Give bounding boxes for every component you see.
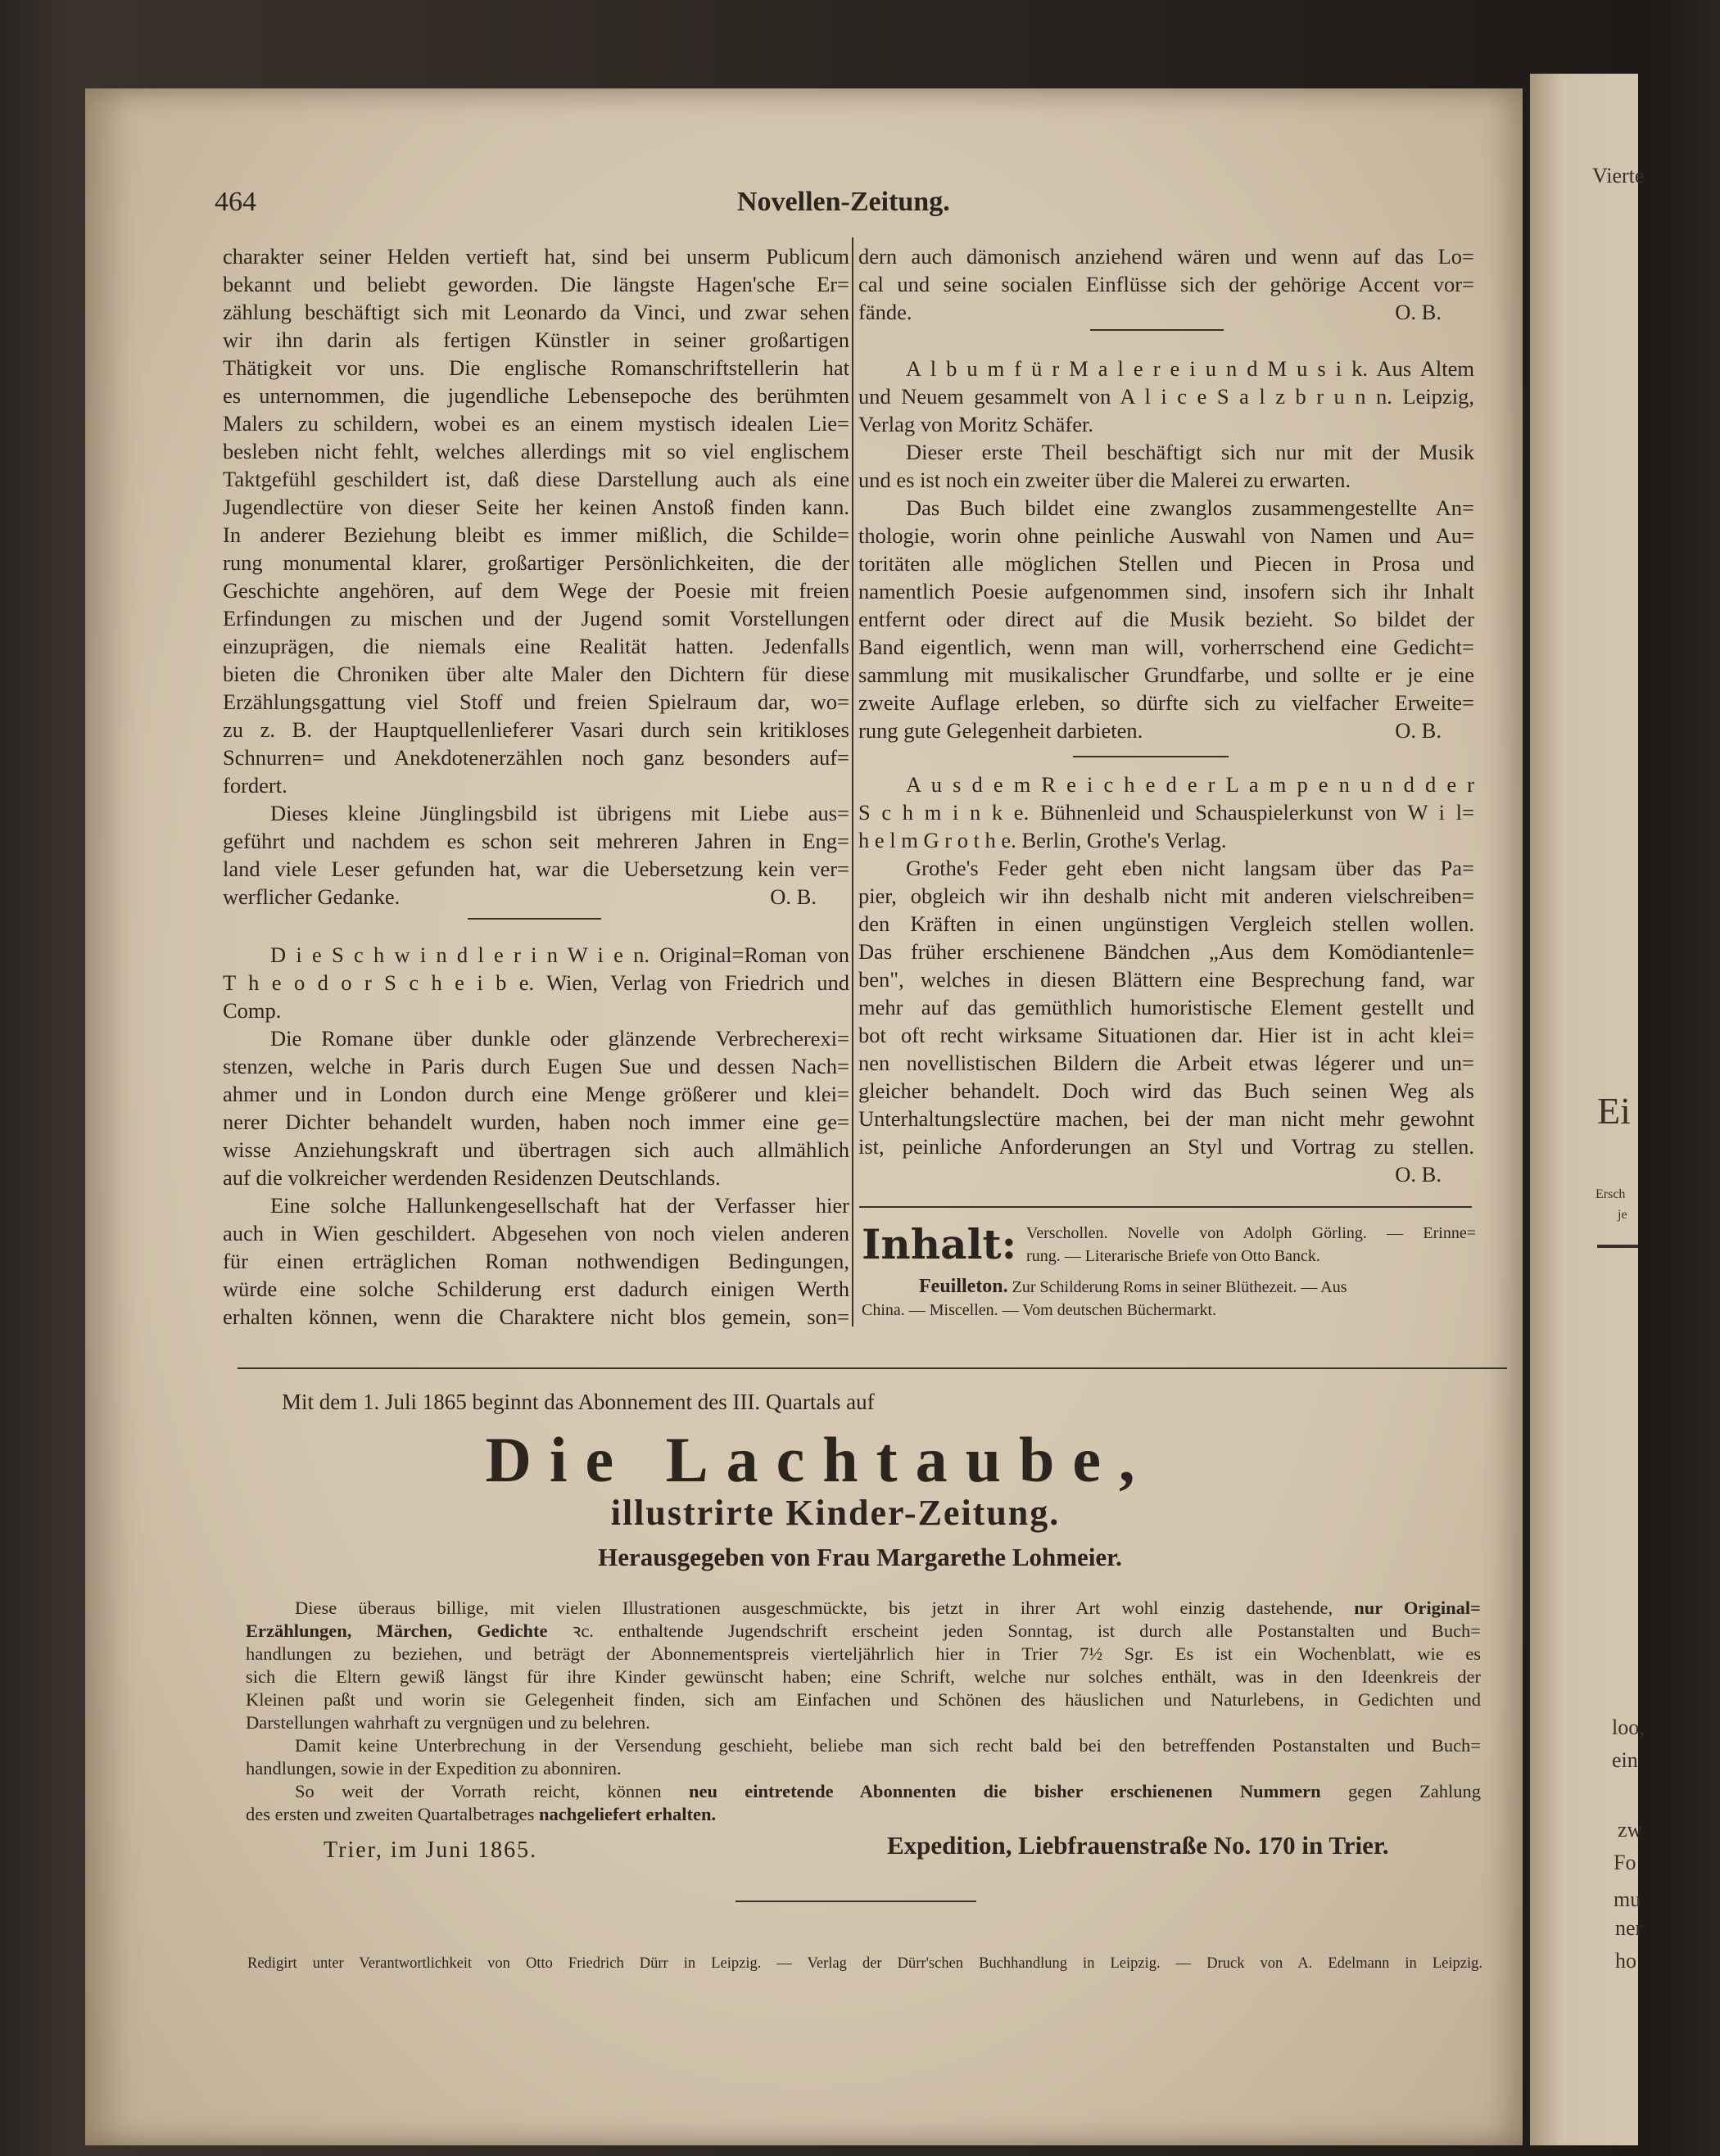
ad-expedition-address: Expedition, Liebfrauenstraße No. 170 in Trier. bbox=[887, 1831, 1389, 1860]
line-text: einzuprägen, die niemals eine Realität hatten. Jedenfalls bbox=[223, 634, 849, 658]
line-text: bot oft recht wirksame Situationen dar. Hier ist in acht klei= bbox=[858, 1023, 1474, 1047]
line-text: Die Romane über dunkle oder glänzende Verbrecherexi= bbox=[270, 1026, 849, 1051]
line-text: für einen erträglichen Roman nothwendigen Bedingungen, bbox=[223, 1249, 849, 1273]
contents-box bbox=[862, 1220, 1476, 1322]
right-column-block-3 bbox=[858, 771, 1474, 1189]
text-line bbox=[858, 1050, 1474, 1078]
text-line bbox=[223, 1304, 849, 1331]
ad-text-line bbox=[246, 1620, 1481, 1643]
ad-text: handlungen zu beziehen, und beträgt der Abonnementspreis vierteljährlich hier in Trier 7½ Sgr. Es ist ein Wochenblatt, wie es bbox=[246, 1643, 1481, 1664]
facing-page-text: Ei bbox=[1597, 1090, 1631, 1132]
line-text: entfernt oder direct auf die Musik bezieht. So bildet der bbox=[858, 607, 1474, 631]
line-text: mehr auf das gemüthlich humoristische Element gestellt und bbox=[858, 995, 1474, 1019]
line-text: nen novellistischen Bildern die Arbeit etwas légerer und un= bbox=[858, 1051, 1474, 1075]
text-line bbox=[858, 633, 1474, 661]
line-text: auf die volkreicher werdenden Residenzen Deutschlands. bbox=[223, 1165, 721, 1190]
ad-text: sich die Eltern gewiß längst für ihre Kinder gewünscht haben; eine Schrift, welche nur solches enthält, was in den Ideenkreis der bbox=[246, 1666, 1481, 1687]
text-line bbox=[223, 1220, 849, 1248]
text-line bbox=[858, 994, 1474, 1022]
text-line bbox=[223, 493, 849, 521]
line-text: D i e S c h w i n d l e r i n W i e n. Original=Roman von bbox=[270, 942, 849, 967]
line-text: ist, peinliche Anforderungen an Styl und Vortrag zu stellen. bbox=[858, 1134, 1474, 1159]
line-text: Das früher erschienene Bändchen „Aus dem Komödiantenle= bbox=[858, 939, 1474, 964]
text-line bbox=[858, 716, 1474, 744]
line-text: charakter seiner Helden vertieft hat, sind bei unserm Publicum bbox=[223, 244, 849, 269]
right-column-block-1 bbox=[858, 242, 1474, 326]
line-text: land viele Leser gefunden hat, war die Uebersetzung kein ver= bbox=[223, 857, 849, 881]
ad-text: ꝛc. enthaltende Jugendschrift erscheint jeden Sonntag, ist durch alle Postanstalten und Buch= bbox=[547, 1620, 1481, 1641]
text-line bbox=[858, 242, 1474, 270]
text-line bbox=[858, 689, 1474, 716]
text-line bbox=[858, 771, 1474, 799]
ad-text: Damit keine Unterbrechung in der Versendung geschieht, beliebe man sich recht bald bei den betreffenden Postanstalten und Buch= bbox=[295, 1735, 1481, 1756]
contents-line: China. — Miscellen. — Vom deutschen Büchermarkt. bbox=[862, 1301, 1217, 1319]
text-line bbox=[223, 521, 849, 549]
text-line bbox=[223, 326, 849, 354]
facing-page-text: ein bbox=[1612, 1748, 1638, 1772]
text-line bbox=[858, 522, 1474, 549]
text-line bbox=[858, 1133, 1474, 1161]
line-text: Verlag von Moritz Schäfer. bbox=[858, 412, 1093, 436]
reviewer-signature: O. B. bbox=[1395, 718, 1442, 743]
text-line bbox=[858, 605, 1474, 633]
reviewer-signature: O. B. bbox=[770, 884, 817, 909]
left-column-block-1 bbox=[223, 242, 849, 911]
ad-text-line bbox=[246, 1711, 1481, 1734]
line-text: würde eine solche Schilderung erst dadurch einigen Werth bbox=[223, 1277, 849, 1301]
text-line bbox=[858, 549, 1474, 577]
ad-text-line bbox=[246, 1757, 1481, 1780]
line-text: fordert. bbox=[223, 773, 287, 798]
emphasized-text: nur Original= bbox=[1354, 1598, 1481, 1618]
text-line bbox=[223, 660, 849, 688]
journal-title: Novellen-Zeitung. bbox=[737, 187, 950, 217]
text-line bbox=[858, 966, 1474, 994]
line-text: nerer Dichter behandelt wurden, haben noch immer eine ge= bbox=[223, 1110, 849, 1134]
text-line bbox=[223, 744, 849, 771]
text-line bbox=[858, 799, 1474, 827]
line-text: und Neuem gesammelt von A l i c e S a l z b r u n n. Leipzig, bbox=[858, 384, 1474, 409]
line-text: bekannt und beliebt geworden. Die längste Hagen'sche Er= bbox=[223, 272, 849, 296]
line-text: dern auch dämonisch anziehend wären und wenn auf das Lo= bbox=[858, 244, 1474, 269]
text-line bbox=[858, 355, 1474, 382]
text-line bbox=[858, 911, 1474, 938]
text-line bbox=[223, 242, 849, 270]
line-text: Schnurren= und Anekdotenerzählen noch ganz besonders auf= bbox=[223, 745, 849, 770]
text-line bbox=[223, 855, 849, 883]
text-line bbox=[223, 942, 849, 970]
column-divider bbox=[852, 237, 853, 1327]
emphasized-text: nachgeliefert erhalten. bbox=[538, 1804, 717, 1824]
line-text: Unterhaltungslectüre machen, bei der man nicht mehr gewohnt bbox=[858, 1106, 1474, 1131]
line-text: wisse Anziehungskraft und übertragen sich auch allmählich bbox=[223, 1137, 849, 1162]
line-text: A l b u m f ü r M a l e r e i u n d M u s i k. Aus Altem bbox=[906, 356, 1474, 381]
text-line bbox=[223, 549, 849, 576]
facing-page-text: Vierte bbox=[1592, 164, 1645, 188]
line-text: Geschichte angehören, auf dem Wege der Poesie mit freien bbox=[223, 578, 849, 603]
line-text: A u s d e m R e i c h e d e r L a m p e n u n d d e r bbox=[906, 772, 1474, 797]
text-line bbox=[223, 716, 849, 744]
footer-divider bbox=[736, 1901, 976, 1902]
text-line bbox=[858, 270, 1474, 298]
facing-page-rule bbox=[1597, 1245, 1638, 1248]
right-column-block-2 bbox=[858, 355, 1474, 744]
text-line bbox=[223, 465, 849, 493]
ad-intro: Mit dem 1. Juli 1865 beginnt das Abonnement des III. Quartals auf bbox=[282, 1390, 875, 1414]
line-text: Thätigkeit vor uns. Die englische Romanschriftstellerin hat bbox=[223, 355, 849, 380]
text-line bbox=[858, 1022, 1474, 1050]
line-text: Taktgefühl geschildert ist, daß diese Darstellung auch als eine bbox=[223, 467, 849, 491]
line-text: toritäten alle möglichen Stellen und Piecen in Prosa und bbox=[858, 551, 1474, 576]
text-line bbox=[223, 970, 849, 997]
contents-label: Inhalt: bbox=[862, 1220, 1017, 1268]
page-number: 464 bbox=[215, 187, 256, 217]
ad-text: des ersten und zweiten Quartalbetrages bbox=[246, 1804, 539, 1824]
line-text: Jugendlectüre von dieser Seite her keinen Anstoß finden kann. bbox=[223, 495, 849, 519]
line-text: Comp. bbox=[223, 998, 282, 1023]
facing-page-text: ner bbox=[1615, 1916, 1643, 1940]
reviewer-signature: O. B. bbox=[1395, 1162, 1442, 1186]
line-text: besleben nicht fehlt, welches allerdings mit so viel englischem bbox=[223, 439, 849, 463]
text-line bbox=[223, 799, 849, 827]
line-text: T h e o d o r S c h e i b e. Wien, Verlag von Friedrich und bbox=[223, 970, 849, 995]
text-line bbox=[858, 1161, 1474, 1189]
text-line bbox=[223, 354, 849, 382]
line-text: ben", welches in diesen Blättern eine Besprechung fand, war bbox=[858, 967, 1474, 992]
text-line bbox=[858, 827, 1474, 855]
ad-text-line bbox=[246, 1666, 1481, 1688]
ad-editor: Herausgegeben von Frau Margarethe Lohmeier. bbox=[598, 1543, 1122, 1571]
ad-text: Diese überaus billige, mit vielen Illustrationen ausgeschmückte, bis jetzt in ihrer Art wohl einzig dastehende, bbox=[295, 1598, 1355, 1618]
text-line bbox=[223, 1025, 849, 1053]
line-text: h e l m G r o t h e. Berlin, Grothe's Verlag. bbox=[858, 828, 1227, 852]
text-line bbox=[858, 1105, 1474, 1133]
imprint-footer: Redigirt unter Verantwortlichkeit von Otto Friedrich Dürr in Leipzig. — Verlag der Dürr'schen Buchhandlung in Leipzig. — Druck von A. Edelmann in Leipzig. bbox=[247, 1955, 1482, 1972]
text-line bbox=[858, 298, 1474, 326]
ad-subtitle: illustrirte Kinder-Zeitung. bbox=[610, 1493, 1061, 1533]
ad-text: So weit der Vorrath reicht, können bbox=[295, 1781, 689, 1801]
line-text: zu z. B. der Hauptquellenlieferer Vasari durch sein kritikloses bbox=[223, 717, 849, 742]
line-text: Dieses kleine Jünglingsbild ist übrigens mit Liebe aus= bbox=[270, 801, 849, 825]
text-line bbox=[223, 997, 849, 1025]
text-line bbox=[223, 298, 849, 326]
ad-place-date: Trier, im Juni 1865. bbox=[324, 1837, 538, 1863]
text-line bbox=[223, 1192, 849, 1220]
emphasized-text: Erzählungen, Märchen, Gedichte bbox=[246, 1620, 548, 1641]
line-text: Erfindungen zu mischen und der Jugend somit Vorstellungen bbox=[223, 606, 849, 631]
text-line bbox=[223, 1081, 849, 1109]
facing-page-text: je bbox=[1618, 1208, 1627, 1222]
text-line bbox=[223, 1053, 849, 1081]
contents-divider bbox=[859, 1206, 1472, 1208]
line-text: In anderer Beziehung bleibt es immer mißlich, die Schilde= bbox=[223, 522, 849, 547]
text-line bbox=[223, 576, 849, 604]
facing-page-text: mu bbox=[1614, 1887, 1641, 1911]
ad-text: handlungen, sowie in der Expedition zu abonniren. bbox=[246, 1758, 622, 1779]
line-text: fände. bbox=[858, 300, 912, 324]
ad-text: Darstellungen wahrhaft zu vergnügen und zu belehren. bbox=[246, 1712, 650, 1733]
line-text: Band eigentlich, wenn man will, vorherrschend eine Gedicht= bbox=[858, 635, 1474, 659]
section-divider bbox=[1090, 329, 1224, 331]
line-text: rung gute Gelegenheit darbieten. bbox=[858, 718, 1143, 743]
ad-text-line bbox=[246, 1643, 1481, 1666]
left-column-block-2 bbox=[223, 942, 849, 1331]
text-line bbox=[223, 632, 849, 660]
ad-text: gegen Zahlung bbox=[1320, 1781, 1481, 1801]
text-line bbox=[858, 938, 1474, 966]
line-text: Erzählungsgattung viel Stoff und freien Spielraum dar, wo= bbox=[223, 689, 849, 714]
line-text: stenzen, welche in Paris durch Eugen Sue und dessen Nach= bbox=[223, 1054, 849, 1078]
line-text: Dieser erste Theil beschäftigt sich nur mit der Musik bbox=[906, 440, 1474, 464]
line-text: es unternommen, die jugendliche Lebensepoche des berühmten bbox=[223, 383, 849, 408]
text-line bbox=[223, 883, 849, 911]
ad-text-line bbox=[246, 1780, 1481, 1803]
contents-line: Verschollen. Novelle von Adolph Görling. — Erinne= bbox=[1026, 1223, 1476, 1242]
text-line bbox=[223, 771, 849, 799]
section-divider bbox=[468, 918, 601, 920]
text-line bbox=[858, 494, 1474, 522]
line-text: Eine solche Hallunkengesellschaft hat der Verfasser hier bbox=[270, 1193, 849, 1218]
line-text: zweite Auflage erleben, so dürfte sich zu vielfacher Erweite= bbox=[858, 690, 1474, 715]
line-text: Das Buch bildet eine zwanglos zusammengestellte An= bbox=[906, 495, 1474, 520]
text-line bbox=[858, 661, 1474, 689]
line-text: werflicher Gedanke. bbox=[223, 884, 401, 909]
advertisement-divider bbox=[238, 1367, 1507, 1369]
line-text: S c h m i n k e. Bühnenleid und Schauspielerkunst von W i l= bbox=[858, 800, 1474, 825]
line-text: Malers zu schildern, wobei es an einem mystisch idealen Lie= bbox=[223, 411, 849, 436]
text-line bbox=[223, 1248, 849, 1276]
ad-body bbox=[246, 1597, 1481, 1826]
ad-title: Die Lachtaube, bbox=[485, 1424, 1153, 1495]
ad-text-line bbox=[246, 1597, 1481, 1620]
facing-page-text: ho bbox=[1615, 1949, 1636, 1973]
text-line bbox=[223, 1109, 849, 1137]
facing-page-text: zw bbox=[1618, 1818, 1643, 1842]
line-text: ahmer und in London durch eine Menge größerer und klei= bbox=[223, 1082, 849, 1106]
contents-line: Zur Schilderung Roms in seiner Blüthezeit. — Aus bbox=[1012, 1278, 1347, 1296]
line-text: namentlich Poesie aufgenommen sind, insofern sich ihr Inhalt bbox=[858, 579, 1474, 603]
contents-line: rung. — Literarische Briefe von Otto Banck. bbox=[1026, 1246, 1320, 1265]
facing-page-text: Ersch bbox=[1596, 1187, 1626, 1201]
text-line bbox=[223, 1137, 849, 1164]
text-line bbox=[858, 577, 1474, 605]
line-text: erhalten können, wenn die Charaktere nicht blos gemein, son= bbox=[223, 1304, 849, 1329]
section-divider bbox=[1073, 756, 1229, 757]
text-line bbox=[223, 604, 849, 632]
text-line bbox=[223, 437, 849, 465]
text-line bbox=[858, 382, 1474, 410]
text-line bbox=[223, 409, 849, 437]
text-line bbox=[858, 855, 1474, 883]
line-text: geführt und nachdem es schon seit mehreren Jahren in Eng= bbox=[223, 829, 849, 853]
text-line bbox=[223, 382, 849, 409]
emphasized-text: neu eintretende Abonnenten die bisher erschienenen Nummern bbox=[688, 1781, 1321, 1801]
text-line bbox=[223, 1164, 849, 1192]
text-line bbox=[223, 827, 849, 855]
ad-text: Kleinen paßt und worin sie Gelegenheit finden, sich am Einfachen und Schönen des häuslichen und Naturlebens, in Gedichten und bbox=[246, 1689, 1481, 1710]
ad-text-line bbox=[246, 1734, 1481, 1757]
line-text: cal und seine socialen Einflüsse sich der gehörige Accent vor= bbox=[858, 272, 1474, 296]
line-text: wir ihn darin als fertigen Künstler in seiner großartigen bbox=[223, 328, 849, 352]
line-text: sammlung mit musikalischer Grundfarbe, und sollte er je eine bbox=[858, 662, 1474, 687]
line-text: bieten die Chroniken über alte Maler den Dichtern für diese bbox=[223, 662, 849, 686]
line-text: rung monumental klarer, großartiger Persönlichkeiten, die der bbox=[223, 550, 849, 575]
line-text: thologie, worin ohne peinliche Auswahl von Namen und Au= bbox=[858, 523, 1474, 548]
text-line bbox=[858, 438, 1474, 466]
facing-page-text: loo, bbox=[1612, 1715, 1645, 1739]
text-line bbox=[858, 1078, 1474, 1105]
facing-page-text: Fo bbox=[1614, 1851, 1636, 1874]
line-text: pier, obgleich wir ihn deshalb nicht mit anderen vielschreiben= bbox=[858, 884, 1474, 908]
line-text: den Kräften in einen ungünstigen Vergleich stellen wollen. bbox=[858, 911, 1474, 936]
text-line bbox=[858, 883, 1474, 911]
text-line bbox=[223, 1276, 849, 1304]
line-text: auch in Wien geschildert. Abgesehen von noch vielen anderen bbox=[223, 1221, 849, 1245]
text-line bbox=[223, 688, 849, 716]
reviewer-signature: O. B. bbox=[1395, 300, 1442, 324]
ad-text-line bbox=[246, 1803, 1481, 1826]
text-line bbox=[858, 466, 1474, 494]
line-text: Grothe's Feder geht eben nicht langsam über das Pa= bbox=[906, 856, 1474, 880]
feuilleton-label: Feuilleton. bbox=[919, 1276, 1008, 1297]
line-text: zählung beschäftigt sich mit Leonardo da Vinci, und zwar sehen bbox=[223, 300, 849, 324]
text-line bbox=[223, 270, 849, 298]
line-text: und es ist noch ein zweiter über die Malerei zu erwarten. bbox=[858, 468, 1351, 492]
line-text: gleicher behandelt. Doch wird das Buch seinen Weg als bbox=[858, 1078, 1474, 1103]
ad-text-line bbox=[246, 1688, 1481, 1711]
text-line bbox=[858, 410, 1474, 438]
